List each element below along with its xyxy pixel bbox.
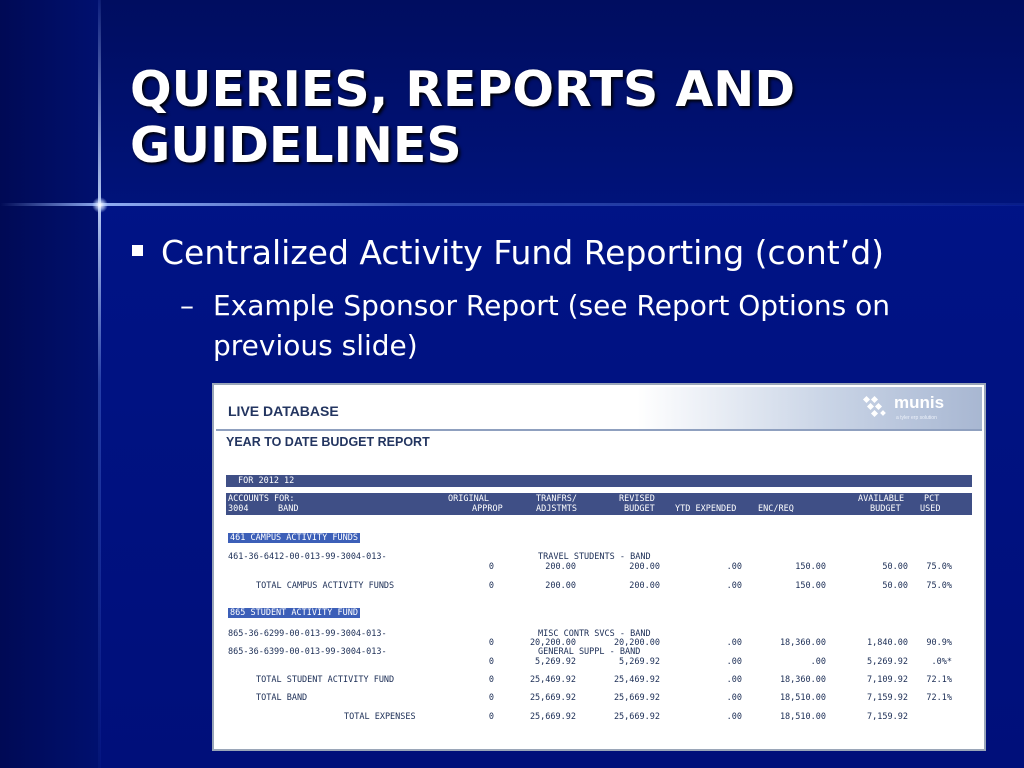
col-account-code: 3004	[228, 504, 249, 514]
cell-original: 0	[488, 638, 494, 648]
col-accounts-for: ACCOUNTS FOR:	[228, 494, 295, 504]
cell-original: 0	[488, 712, 494, 722]
cell-original: 0	[488, 693, 494, 703]
cell-ytd: .00	[726, 562, 742, 572]
account-number: 865-36-6299-00-013-99-3004-013-	[228, 629, 387, 639]
bullet-level-1-text: Centralized Activity Fund Reporting (cont’d)	[161, 233, 885, 272]
cell-original: 0	[488, 675, 494, 685]
total-label: TOTAL BAND	[256, 693, 308, 703]
col-available-2: BUDGET	[870, 504, 901, 514]
cell-enc: 150.00	[795, 562, 826, 572]
cell-available: 50.00	[882, 581, 908, 591]
section-tag-campus: 461 CAMPUS ACTIVITY FUNDS	[230, 533, 358, 543]
cell-available: 7,109.92	[867, 675, 908, 685]
cell-original: 0	[488, 562, 494, 572]
cell-revised: 200.00	[629, 562, 660, 572]
account-number: 461-36-6412-00-013-99-3004-013-	[228, 552, 387, 562]
cell-revised: 25,669.92	[613, 693, 660, 703]
col-revised-2: BUDGET	[624, 504, 655, 514]
report-screenshot	[212, 383, 986, 751]
col-tranfrs-2: ADJSTMTS	[536, 504, 577, 514]
account-description: GENERAL SUPPL - BAND	[538, 647, 641, 657]
cell-enc: 18,510.00	[779, 712, 826, 722]
cell-tranfrs: 25,469.92	[529, 675, 576, 685]
col-pct-2: USED	[920, 504, 941, 514]
cell-ytd: .00	[726, 675, 742, 685]
cell-ytd: .00	[726, 693, 742, 703]
cell-enc: .00	[810, 657, 826, 667]
munis-logo-text: munis	[894, 393, 945, 412]
period-bar	[226, 475, 972, 487]
cell-original: 0	[488, 581, 494, 591]
report-header	[216, 387, 982, 429]
cell-original: 0	[488, 657, 494, 667]
cell-enc: 18,360.00	[779, 638, 826, 648]
bullet-level-2-text: Example Sponsor Report (see Report Options on previous slide)	[213, 289, 891, 362]
cell-tranfrs: 200.00	[545, 562, 576, 572]
light-flare-icon	[92, 197, 108, 213]
report-title: YEAR TO DATE BUDGET REPORT	[226, 435, 430, 449]
cell-revised: 5,269.92	[619, 657, 660, 667]
dash-bullet: –	[180, 289, 194, 322]
cell-pct: .0%*	[931, 657, 952, 667]
cell-tranfrs: 25,669.92	[529, 693, 576, 703]
cell-available: 7,159.92	[867, 693, 908, 703]
cell-tranfrs: 5,269.92	[535, 657, 576, 667]
account-number: 865-36-6399-00-013-99-3004-013-	[228, 647, 387, 657]
cell-pct: 72.1%	[926, 693, 952, 703]
cell-revised: 25,469.92	[613, 675, 660, 685]
period-label: FOR 2012 12	[238, 476, 295, 486]
cell-revised: 200.00	[629, 581, 660, 591]
cell-available: 50.00	[882, 562, 908, 572]
cell-ytd: .00	[726, 638, 742, 648]
col-ytd-expended: YTD EXPENDED	[675, 504, 737, 514]
cell-enc: 150.00	[795, 581, 826, 591]
munis-logo-tagline: a tyler erp solution	[896, 415, 937, 421]
cell-ytd: .00	[726, 657, 742, 667]
slide-title: QUERIES, REPORTS AND GUIDELINES	[130, 61, 795, 174]
cell-pct: 72.1%	[926, 675, 952, 685]
left-band	[0, 0, 100, 768]
col-original-1: ORIGINAL	[448, 494, 489, 504]
cell-ytd: .00	[726, 712, 742, 722]
cell-tranfrs: 20,200.00	[529, 638, 576, 648]
vertical-light-line	[98, 0, 101, 768]
cell-available: 1,840.00	[867, 638, 908, 648]
cell-pct: 75.0%	[926, 562, 952, 572]
square-bullet-icon	[132, 245, 143, 256]
cell-pct: 75.0%	[926, 581, 952, 591]
cell-enc: 18,360.00	[779, 675, 826, 685]
bullet-level-1	[132, 232, 884, 274]
total-label: TOTAL STUDENT ACTIVITY FUND	[256, 675, 395, 685]
cell-available: 5,269.92	[867, 657, 908, 667]
cell-available: 7,159.92	[867, 712, 908, 722]
section-tag-student: 865 STUDENT ACTIVITY FUND	[230, 608, 358, 618]
total-label: TOTAL EXPENSES	[344, 712, 416, 722]
cell-revised: 20,200.00	[613, 638, 660, 648]
column-header-bar	[226, 493, 972, 515]
col-tranfrs-1: TRANFRS/	[536, 494, 577, 504]
munis-logo	[860, 393, 970, 425]
horizontal-light-line	[0, 203, 1024, 206]
report-header-divider	[216, 429, 982, 431]
col-pct-1: PCT	[924, 494, 940, 504]
col-available-1: AVAILABLE	[858, 494, 905, 504]
col-enc-req: ENC/REQ	[758, 504, 794, 514]
bullet-level-2	[180, 286, 960, 366]
cell-tranfrs: 200.00	[545, 581, 576, 591]
munis-logo-icon	[860, 393, 890, 421]
account-description: MISC CONTR SVCS - BAND	[538, 629, 651, 639]
col-original-2: APPROP	[472, 504, 503, 514]
cell-enc: 18,510.00	[779, 693, 826, 703]
total-label: TOTAL CAMPUS ACTIVITY FUNDS	[256, 581, 395, 591]
col-revised-1: REVISED	[619, 494, 655, 504]
cell-revised: 25,669.92	[613, 712, 660, 722]
cell-ytd: .00	[726, 581, 742, 591]
cell-pct: 90.9%	[926, 638, 952, 648]
account-description: TRAVEL STUDENTS - BAND	[538, 552, 651, 562]
cell-tranfrs: 25,669.92	[529, 712, 576, 722]
database-label: LIVE DATABASE	[228, 403, 339, 419]
col-account-name: BAND	[278, 504, 299, 514]
